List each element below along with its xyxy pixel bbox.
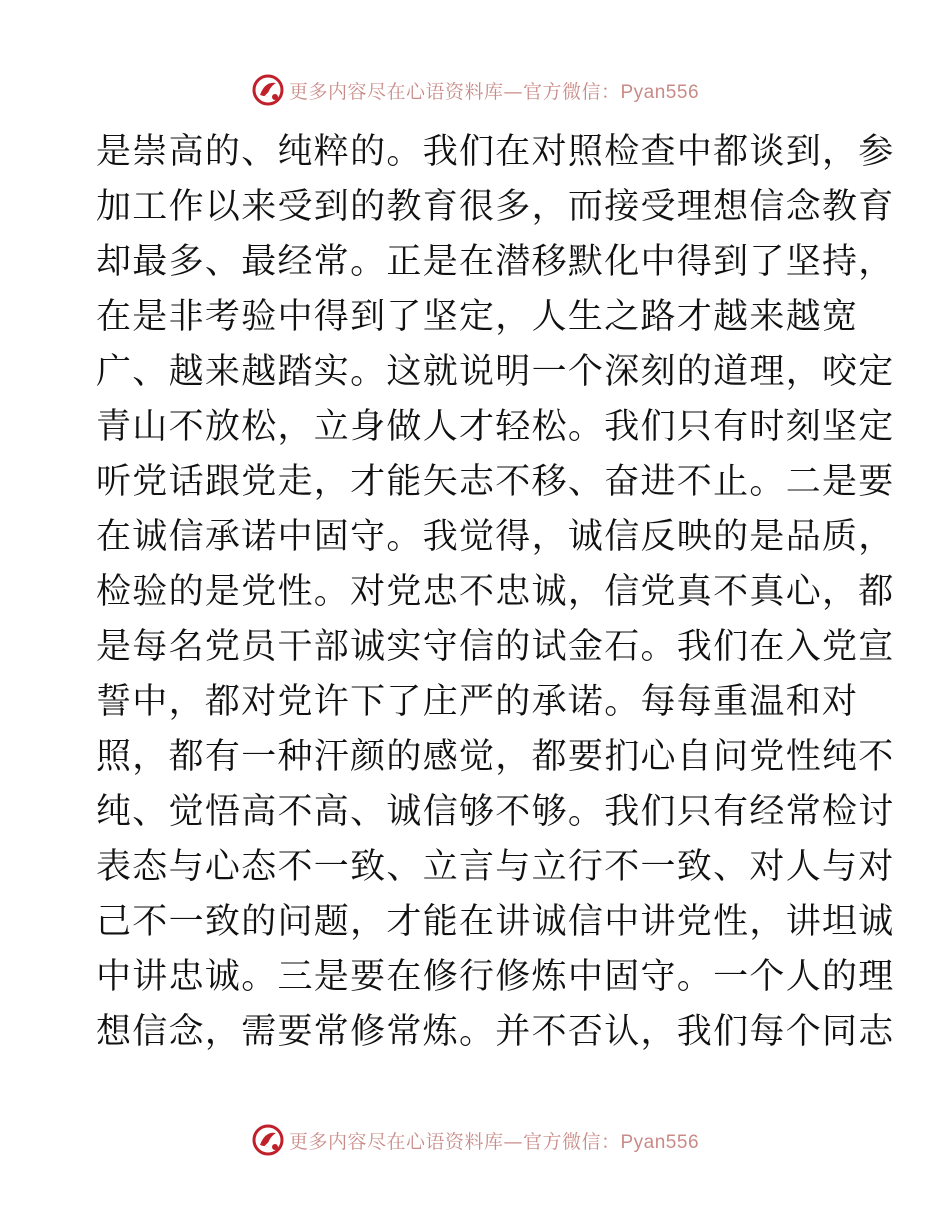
text-line: 纯、觉悟高不高、诚信够不够。我们只有经常检讨 [96, 792, 895, 832]
document-body [96, 125, 895, 1060]
text-line: 加工作以来受到的教育很多，而接受理想信念教育 [96, 187, 895, 227]
text-line: 广、越来越踏实。这就说明一个深刻的道理，咬定 [96, 352, 895, 392]
text-line: 却最多、最经常。正是在潜移默化中得到了坚持， [96, 242, 895, 282]
text-line: 青山不放松，立身做人才轻松。我们只有时刻坚定 [96, 407, 895, 447]
header-banner-text: 更多内容尽在心语资料库—官方微信：Pyan556 [288, 80, 700, 103]
text-line: 誓中，都对党许下了庄严的承诺。每每重温和对 [96, 682, 859, 722]
text-line: 想信念，需要常修常炼。并不否认，我们每个同志 [96, 1012, 895, 1052]
footer-banner-text: 更多内容尽在心语资料库—官方微信：Pyan556 [288, 1130, 700, 1153]
text-line: 在是非考验中得到了坚定，人生之路才越来越宽 [96, 297, 859, 337]
header-banner [0, 70, 950, 110]
text-line: 照，都有一种汗颜的感觉，都要扪心自问党性纯不 [96, 737, 895, 777]
text-line: 检验的是党性。对党忠不忠诚，信党真不真心，都 [96, 572, 895, 612]
text-line: 表态与心态不一致、立言与立行不一致、对人与对 [96, 847, 895, 887]
red-swirl-logo-icon [251, 73, 285, 107]
text-line: 听党话跟党走，才能矢志不移、奋进不止。二是要 [96, 462, 895, 502]
text-line: 在诚信承诺中固守。我觉得，诚信反映的是品质， [96, 517, 895, 557]
footer-banner [0, 1120, 950, 1160]
text-line: 是每名党员干部诚实守信的试金石。我们在入党宣 [96, 627, 895, 667]
text-line: 中讲忠诚。三是要在修行修炼中固守。一个人的理 [96, 957, 895, 997]
text-line: 是崇高的、纯粹的。我们在对照检查中都谈到，参 [96, 132, 895, 172]
text-line: 己不一致的问题，才能在讲诚信中讲党性，讲坦诚 [96, 902, 895, 942]
red-swirl-logo-icon [251, 1123, 285, 1157]
